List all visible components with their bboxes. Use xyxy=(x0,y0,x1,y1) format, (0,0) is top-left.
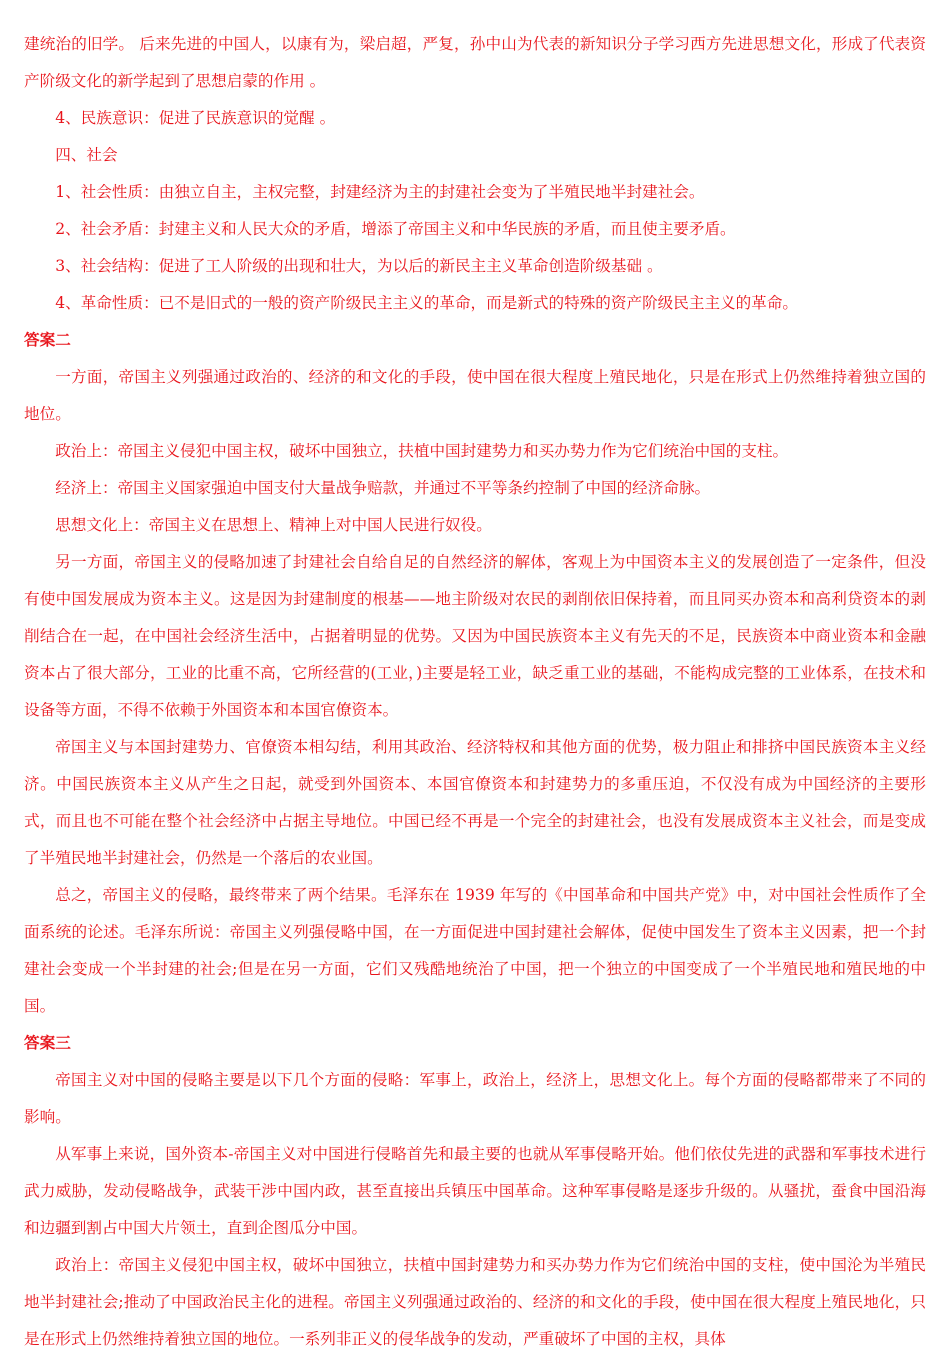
paragraph-social-nature: 1、社会性质：由独立自主，主权完整，封建经济为主的封建社会变为了半殖民地半封建社会。 xyxy=(55,183,705,201)
paragraph-one-side: 一方面，帝国主义列强通过政治的、经济的和文化的手段，使中国在很大程度上殖民地化，只是在形式上仍然维持着独立国的地位。 xyxy=(24,368,926,423)
paragraph-collusion: 帝国主义与本国封建势力、官僚资本相勾结，利用其政治、经济特权和其他方面的优势，极力阻止和排挤中国民族资本主义经济。中国民族资本主义从产生之日起，就受到外国资本、本国官僚资本和封建势力的多重压迫，不仅没有成为中国经济的主要形式，而且也不可能在整个社会经济中占据主导地位。中国已经不再是一个完全的封建社会，也没有发展成资本主义社会，而是变成了半殖民地半封建社会，仍然是一个落后的农业国。 xyxy=(24,738,926,867)
section-heading-society: 四、社会 xyxy=(55,146,118,164)
paragraph-economic: 经济上：帝国主义国家强迫中国支付大量战争赔款，并通过不平等条约控制了中国的经济命脉。 xyxy=(55,479,711,497)
paragraph-aggression-aspects: 帝国主义对中国的侵略主要是以下几个方面的侵略：军事上，政治上，经济上，思想文化上。每个方面的侵略都带来了不同的影响。 xyxy=(24,1071,926,1126)
paragraph-other-side: 另一方面，帝国主义的侵略加速了封建社会自给自足的自然经济的解体，客观上为中国资本主义的发展创造了一定条件，但没有使中国发展成为资本主义。这是因为封建制度的根基——地主阶级对农民的剥削依旧保持着，而且同买办资本和高利贷资本的剥削结合在一起，在中国社会经济生活中，占据着明显的优势。又因为中国民族资本主义有先天的不足，民族资本中商业资本和金融资本占了很大部分，工业的比重不高，它所经营的(工业，)主要是轻工业，缺乏重工业的基础，不能构成完整的工业体系，在技术和设备等方面，不得不依赖于外国资本和本国官僚资本。 xyxy=(24,553,926,719)
heading-answer-two: 答案二 xyxy=(24,331,71,349)
paragraph-political-three: 政治上：帝国主义侵犯中国主权，破坏中国独立，扶植中国封建势力和买办势力作为它们统治中国的支柱，使中国沦为半殖民地半封建社会;推动了中国政治民主化的进程。帝国主义列强通过政治的、经济的和文化的手段，使中国在很大程度上殖民地化，只是在形式上仍然维持着独立国的地位。一系列非正义的侵华战争的发动，严重破坏了中国的主权，具体 xyxy=(24,1256,926,1348)
paragraph-conclusion: 总之，帝国主义的侵略，最终带来了两个结果。毛泽东在 1939 年写的《中国革命和中国共产党》中，对中国社会性质作了全面系统的论述。毛泽东所说：帝国主义列强侵略中国，在一方面促进中国封建社会解体，促使中国发生了资本主义因素，把一个封建社会变成一个半封建的社会;但是在另一方面，它们又残酷地统治了中国，把一个独立的中国变成了一个半殖民地和殖民地的中国。 xyxy=(24,886,926,1015)
heading-answer-three: 答案三 xyxy=(24,1034,71,1052)
paragraph-national-consciousness: 4、民族意识：促进了民族意识的觉醒 。 xyxy=(55,109,336,127)
paragraph-social-contradiction: 2、社会矛盾：封建主义和人民大众的矛盾，增添了帝国主义和中华民族的矛盾，而且使主要矛盾。 xyxy=(55,220,736,238)
paragraph-cultural: 思想文化上：帝国主义在思想上、精神上对中国人民进行奴役。 xyxy=(55,516,492,534)
paragraph-revolution-nature: 4、革命性质：已不是旧式的一般的资产阶级民主主义的革命，而是新式的特殊的资产阶级民主主义的革命。 xyxy=(55,294,799,312)
paragraph-traditional-learning: 建统治的旧学。 后来先进的中国人，以康有为，梁启超，严复，孙中山为代表的新知识分子学习西方先进思想文化，形成了代表资产阶级文化的新学起到了思想启蒙的作用 。 xyxy=(24,35,926,90)
paragraph-military: 从军事上来说，国外资本-帝国主义对中国进行侵略首先和最主要的也就从军事侵略开始。他们依仗先进的武器和军事技术进行武力威胁，发动侵略战争，武装干涉中国内政，甚至直接出兵镇压中国革命。这种军事侵略是逐步升级的。从骚扰，蚕食中国沿海和边疆到割占中国大片领土，直到企图瓜分中国。 xyxy=(24,1145,926,1237)
paragraph-political: 政治上：帝国主义侵犯中国主权，破坏中国独立，扶植中国封建势力和买办势力作为它们统治中国的支柱。 xyxy=(55,442,789,460)
paragraph-social-structure: 3、社会结构：促进了工人阶级的出现和壮大，为以后的新民主主义革命创造阶级基础 。 xyxy=(55,257,663,275)
